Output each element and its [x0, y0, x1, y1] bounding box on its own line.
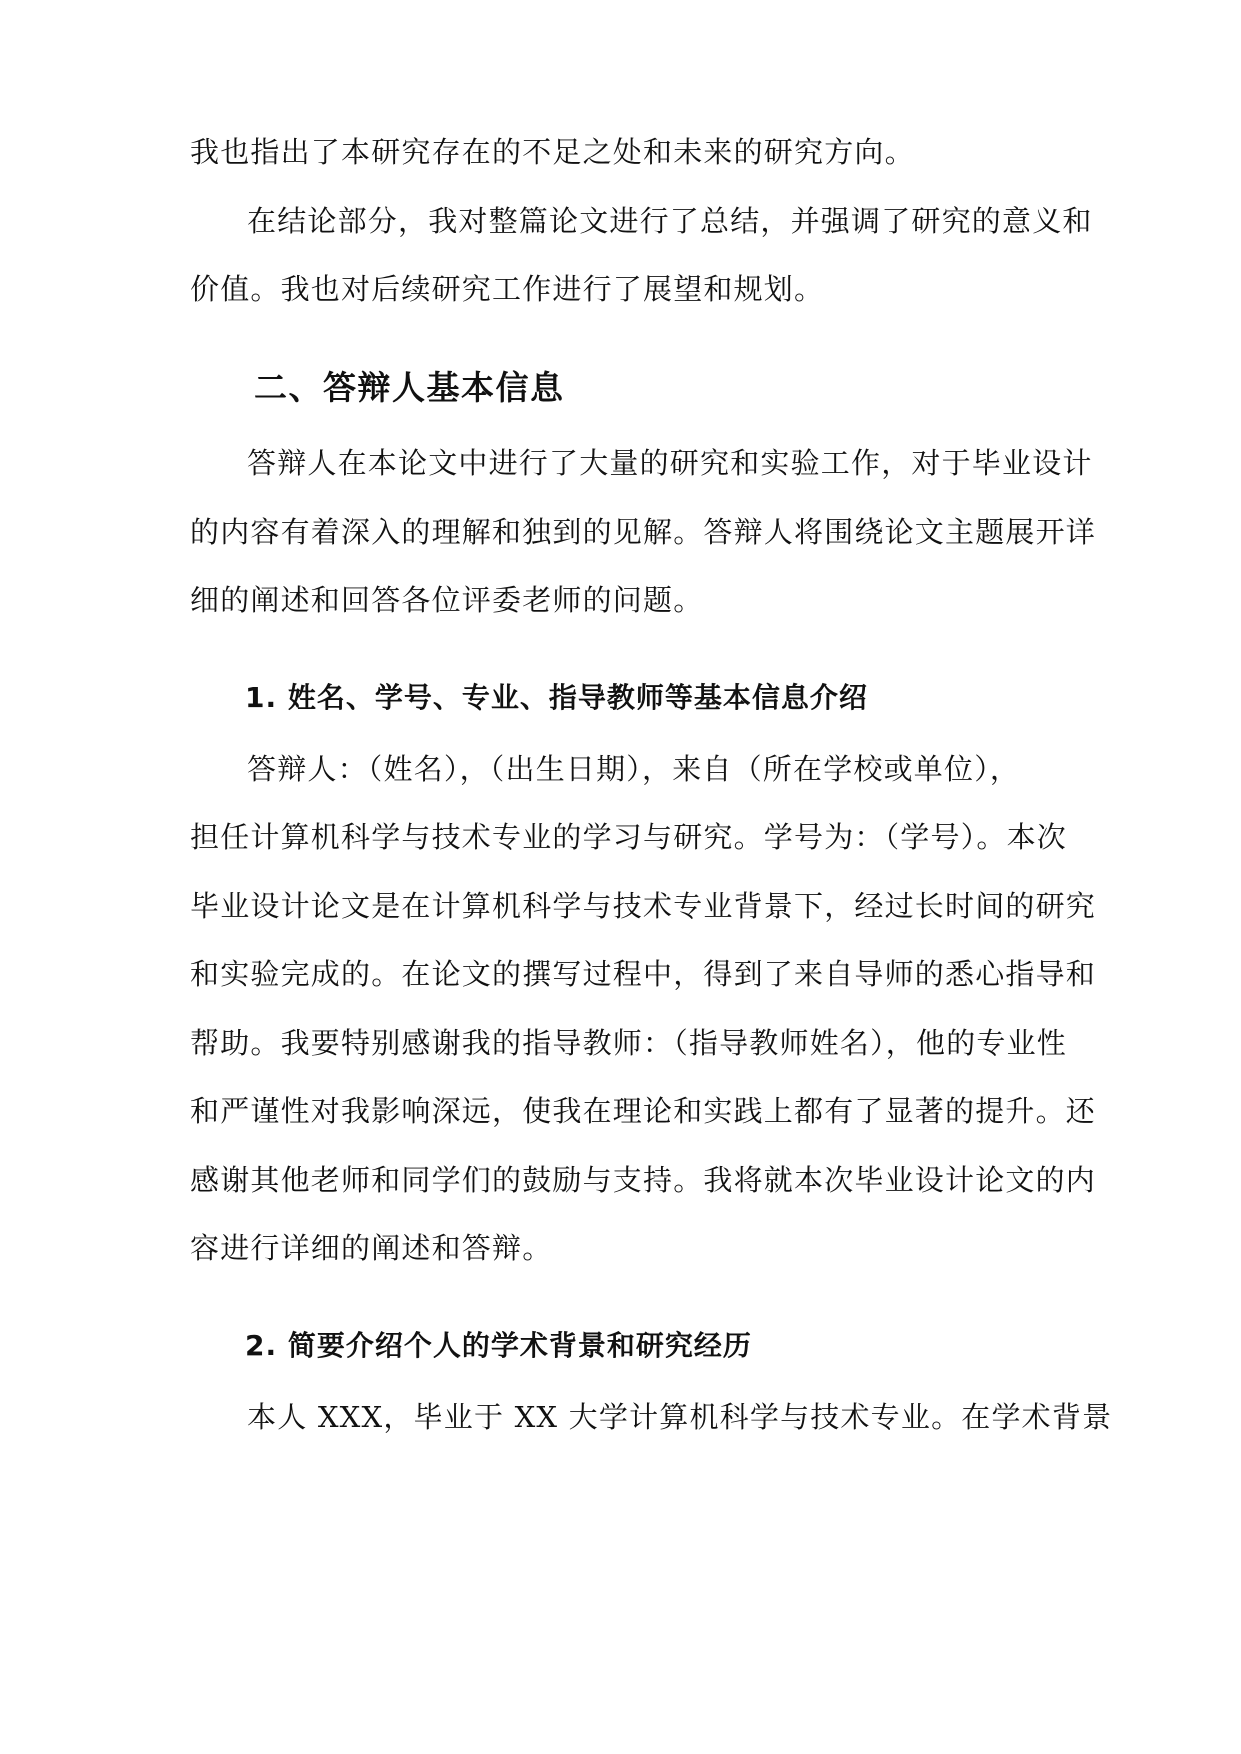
paragraph-line: 帮助。我要特别感谢我的指导教师：（指导教师姓名），他的专业性	[190, 1026, 1068, 1060]
paragraph-line: 我也指出了本研究存在的不足之处和未来的研究方向。	[190, 135, 915, 169]
paragraph-line: 和实验完成的。在论文的撰写过程中，得到了来自导师的悉心指导和	[190, 957, 1097, 991]
section-heading: 二、答辩人基本信息	[254, 368, 565, 407]
paragraph-line: 的内容有着深入的理解和独到的见解。答辩人将围绕论文主题展开详	[190, 515, 1097, 549]
subsection-heading: 1. 姓名、学号、专业、指导教师等基本信息介绍	[245, 681, 868, 714]
paragraph-line: 细的阐述和回答各位评委老师的问题。	[190, 583, 704, 617]
paragraph-line: 答辩人在本论文中进行了大量的研究和实验工作，对于毕业设计	[247, 446, 1093, 480]
paragraph-line: 答辩人：（姓名），（出生日期），来自（所在学校或单位），	[247, 752, 1021, 786]
paragraph-line: 在结论部分，我对整篇论文进行了总结，并强调了研究的意义和	[247, 204, 1093, 238]
paragraph-line: 本人 XXX，毕业于 XX 大学计算机科学与技术专业。在学术背景	[247, 1400, 1113, 1434]
paragraph-line: 毕业设计论文是在计算机科学与技术专业背景下，经过长时间的研究	[190, 889, 1097, 923]
paragraph-line: 担任计算机科学与技术专业的学习与研究。学号为：（学号）。本次	[190, 820, 1068, 854]
paragraph-line: 容进行详细的阐述和答辩。	[190, 1231, 553, 1265]
subsection-heading: 2. 简要介绍个人的学术背景和研究经历	[245, 1329, 752, 1362]
paragraph-line: 感谢其他老师和同学们的鼓励与支持。我将就本次毕业设计论文的内	[190, 1163, 1097, 1197]
paragraph-line: 价值。我也对后续研究工作进行了展望和规划。	[190, 272, 825, 306]
paragraph-line: 和严谨性对我影响深远，使我在理论和实践上都有了显著的提升。还	[190, 1094, 1097, 1128]
